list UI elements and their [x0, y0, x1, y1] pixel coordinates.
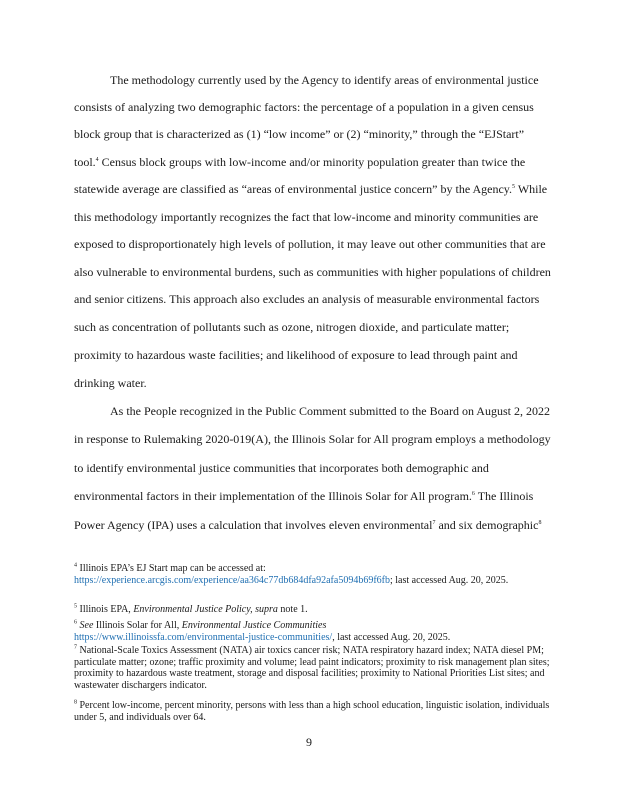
body-line-17-a: Power Agency (IPA) uses a calculation that involves eleven environmental: [74, 518, 433, 532]
footnote-ref-6: 6: [471, 491, 475, 497]
body-line-11: proximity to hazardous waste facilities; and likelihood of exposure to lead through paint and: [74, 348, 518, 362]
body-line-13: As the People recognized in the Public Comment submitted to the Board on August 2, 2022: [110, 404, 550, 418]
footnote-8-marker: 8: [74, 699, 77, 706]
body-line-9: and senior citizens. This approach also excludes an analysis of measurable environmental factors: [74, 292, 540, 306]
footnote-ref-7: 7: [432, 520, 436, 526]
body-line-3: block group that is characterized as (1) “low income” or (2) “minority,” through the “EJStart”: [74, 127, 525, 141]
footnote-7-text: National-Scale Toxics Assessment (NATA) air toxics cancer risk; NATA respiratory hazard index; NATA diesel PM; particulate matter; ozone; traffic proximity and volume; lead paint indicators; proximity to risk management plan sites; proximity to hazardous waste treatment, storage and disposal facilities; proximity to National Priorities List sites; and wastewater dischargers indicator.: [74, 645, 550, 691]
body-line-5-a: statewide average are classified as “areas of environmental justice concern” by the Agency.: [74, 182, 513, 196]
body-line-12: drinking water.: [74, 376, 147, 390]
footnote-5-tail: note 1.: [277, 604, 308, 615]
footnote-4: [74, 563, 552, 586]
body-line-10: such as concentration of pollutants such as ozone, nitrogen dioxide, and particulate matter;: [74, 320, 510, 334]
footnote-5-italic: Environmental Justice Policy, supra: [133, 604, 278, 615]
body-line-2: consists of analyzing two demographic factors: the percentage of a population in a given census: [74, 100, 534, 114]
body-line-5-b: While: [515, 182, 548, 196]
footnote-6-see: See: [79, 620, 94, 631]
footnote-6-link[interactable]: https://www.illinoissfa.com/environmental-justice-communities/: [74, 631, 333, 643]
footnote-4-link[interactable]: https://experience.arcgis.com/experience/aa364c77db684dfa92afa5094b69f6fb: [74, 574, 390, 586]
footnote-6-tail: , last accessed Aug. 20, 2025.: [332, 631, 451, 643]
footnote-8: [74, 700, 552, 723]
body-line-1: The methodology currently used by the Agency to identify areas of environmental justice: [110, 73, 539, 87]
body-line-7: exposed to disproportionately high levels of pollution, it may leave out other communities that are: [74, 237, 546, 251]
body-line-6: this methodology importantly recognizes the fact that low-income and minority communities are: [74, 210, 539, 224]
footnote-5: [74, 604, 552, 616]
footnote-ref-5: 5: [512, 184, 516, 190]
body-line-8: also vulnerable to environmental burdens, such as communities with higher populations of children: [74, 265, 551, 279]
body-line-16-b: The Illinois: [474, 489, 534, 503]
footnote-4-text: Illinois EPA’s EJ Start map can be accessed at:: [79, 563, 266, 574]
footnote-6-marker: 6: [74, 619, 77, 626]
body-line-17: [74, 518, 548, 532]
footnote-ref-8: 8: [538, 520, 542, 526]
body-line-16: [74, 489, 548, 503]
footnote-6-italic: Environmental Justice Communities: [181, 620, 327, 631]
footnote-4-tail: ; last accessed Aug. 20, 2025.: [390, 574, 509, 586]
footnote-6: [74, 620, 552, 643]
body-line-5: [74, 182, 548, 196]
footnote-8-text: Percent low-income, percent minority, persons with less than a high school education, linguistic isolation, individuals under 5, and individuals over 64.: [74, 700, 550, 723]
body-line-17-b: and six demographic: [435, 518, 539, 532]
body-line-16-a: environmental factors in their implementation of the Illinois Solar for All program.: [74, 489, 472, 503]
body-line-15: to identify environmental justice communities that incorporates both demographic and: [74, 461, 489, 475]
footnote-4-marker: 4: [74, 562, 77, 569]
footnote-5-text: Illinois EPA,: [79, 604, 134, 615]
footnote-5-marker: 5: [74, 603, 77, 610]
body-line-14: in response to Rulemaking 2020-019(A), the Illinois Solar for All program employs a methodology: [74, 432, 551, 446]
page-number: 9: [306, 735, 312, 749]
footnote-6-text: Illinois Solar for All,: [93, 620, 182, 631]
footnote-7: [74, 645, 552, 691]
footnote-7-marker: 7: [74, 644, 77, 651]
body-line-4: [74, 155, 548, 169]
footnote-ref-4: 4: [95, 157, 99, 163]
body-line-4-a: tool.: [74, 155, 96, 169]
body-line-4-b: Census block groups with low-income and/or minority population greater than twice the: [98, 155, 526, 169]
